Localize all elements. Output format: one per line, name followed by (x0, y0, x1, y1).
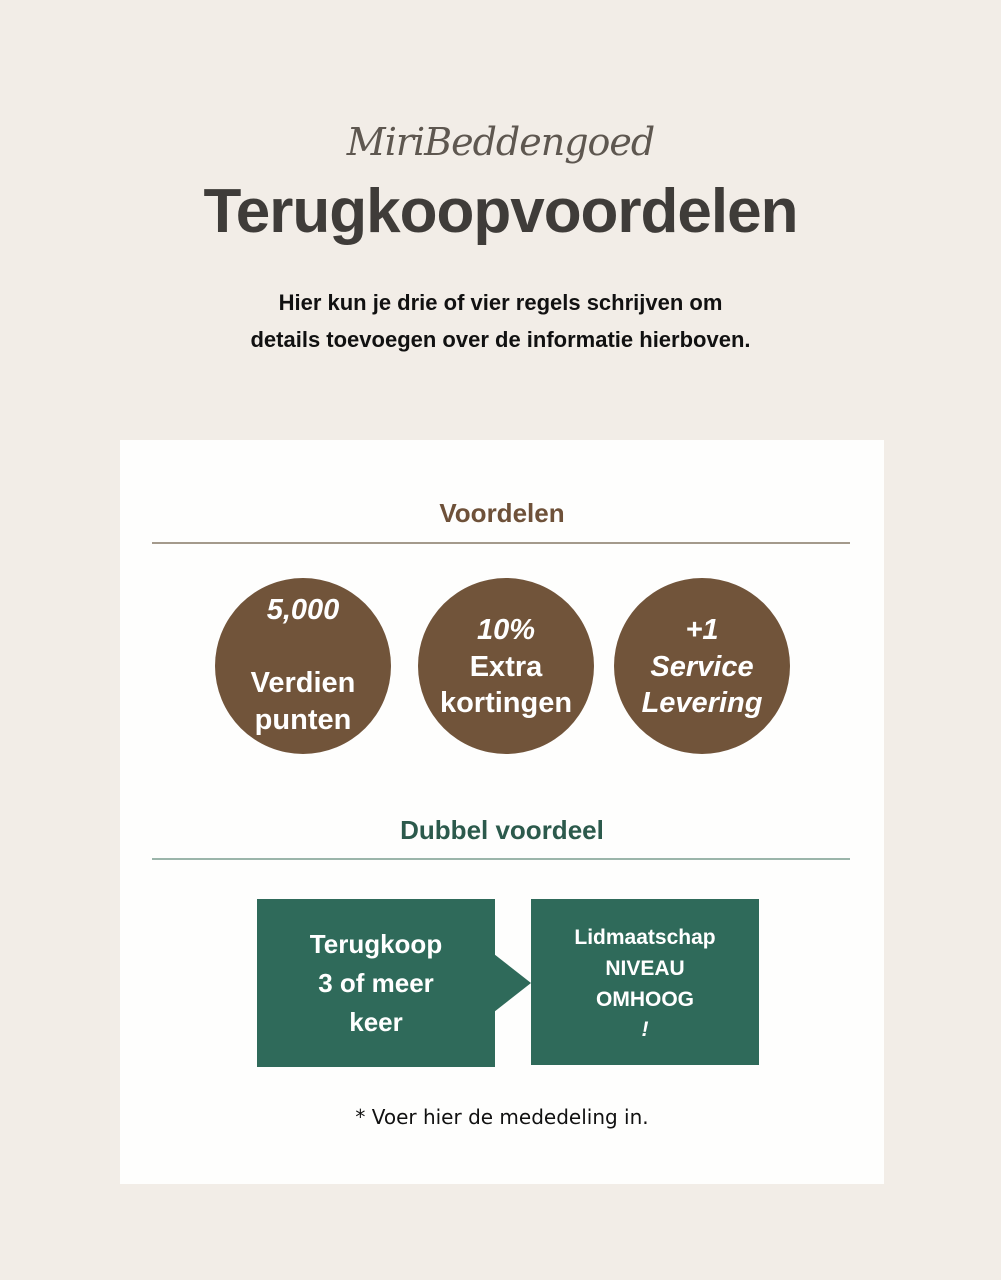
repurchase-box (257, 899, 495, 1067)
double-benefit-heading: Dubbel voordeel (400, 815, 604, 845)
divider (152, 858, 850, 860)
subtitle-line: details toevoegen over de informatie hierboven. (250, 327, 751, 352)
benefit-value: 5,000 (266, 594, 340, 626)
benefit-label: Levering (641, 687, 763, 719)
benefit-label: Service (650, 651, 754, 683)
notice-text: * Voer hier de mededeling in. (355, 1105, 649, 1129)
benefit-value: 10% (476, 614, 536, 646)
benefits-heading: Voordelen (439, 498, 565, 528)
benefit-value: +1 (685, 614, 719, 646)
page-subtitle (0, 284, 1001, 358)
benefit-label: Verdien (250, 667, 356, 699)
box-line: ! (641, 1018, 649, 1041)
page-title: Terugkoopvoordelen (203, 177, 798, 246)
benefit-circle-discount (418, 578, 594, 754)
brand-logo: MiriBeddengoed (346, 120, 655, 164)
membership-box (531, 899, 759, 1065)
benefits-card (120, 440, 884, 1184)
box-line: OMHOOG (596, 988, 694, 1011)
box-line: NIVEAU (605, 957, 685, 980)
benefit-label: kortingen (439, 687, 573, 719)
arrow-right-icon (494, 954, 531, 1012)
divider (152, 542, 850, 544)
box-line: Terugkoop (309, 929, 443, 959)
subtitle-line: Hier kun je drie of vier regels schrijven om (278, 290, 723, 315)
benefit-label: Extra (469, 651, 543, 683)
box-line: Lidmaatschap (574, 926, 716, 949)
box-line: 3 of meer (318, 968, 434, 998)
benefit-circle-delivery (614, 578, 790, 754)
box-line: keer (349, 1007, 403, 1037)
benefit-label: punten (254, 704, 352, 736)
benefit-circle-points (215, 578, 391, 754)
